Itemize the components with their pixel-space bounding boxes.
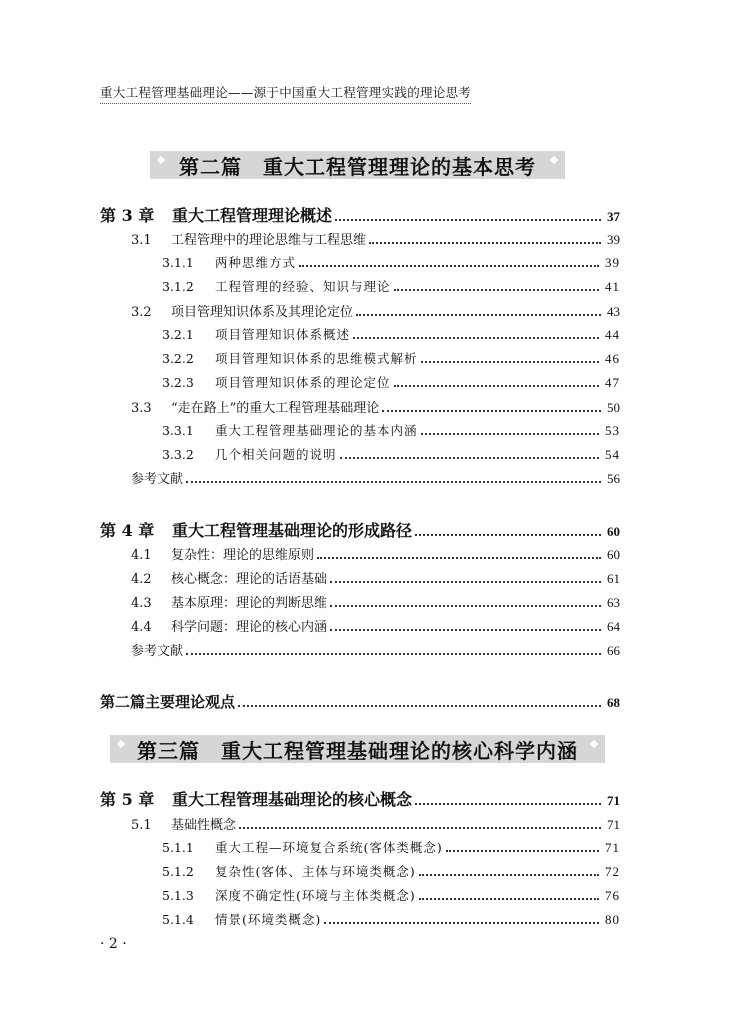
entry-page: 76 <box>605 888 620 903</box>
entry-page: 68 <box>607 695 620 710</box>
entry-page: 53 <box>605 423 620 438</box>
diamond-icon <box>550 156 558 164</box>
entry-page: 50 <box>607 400 620 415</box>
dot-leader <box>186 481 601 483</box>
toc-entry[interactable] <box>131 397 620 416</box>
toc-entry[interactable] <box>100 518 620 541</box>
entry-page: 61 <box>607 571 620 586</box>
dot-leader <box>369 242 601 244</box>
entry-number: 3.1 <box>131 233 152 248</box>
entry-number: 5.1 <box>131 818 152 833</box>
toc-entry[interactable] <box>162 862 620 880</box>
entry-number: 3.3 <box>131 401 152 416</box>
entry-title: 参考文献 <box>131 472 184 487</box>
entry-page: 66 <box>607 643 620 658</box>
toc-entry[interactable] <box>162 349 620 367</box>
dot-leader <box>330 605 601 607</box>
entry-page: 60 <box>607 547 620 562</box>
entry-page: 54 <box>605 447 620 462</box>
toc-entry[interactable] <box>162 277 620 295</box>
entry-title: 重大工程—环境复合系统(客体类概念) <box>215 840 443 855</box>
page-number: · 2 · <box>100 936 127 952</box>
dot-leader <box>340 457 599 459</box>
entry-number: 第 4 章 <box>100 521 155 540</box>
toc-entry[interactable] <box>131 468 620 487</box>
dot-leader <box>419 898 599 900</box>
toc-entry[interactable] <box>162 886 620 904</box>
entry-number: 5.1.4 <box>162 912 194 927</box>
entry-title: 项目管理知识体系的理论定位 <box>215 375 391 390</box>
dot-leader <box>186 653 601 655</box>
toc-entry[interactable] <box>131 814 620 833</box>
entry-title: 工程管理的经验、知识与理论 <box>215 279 391 294</box>
dot-leader <box>394 289 599 291</box>
diamond-icon <box>590 740 598 748</box>
dot-leader <box>382 410 601 412</box>
entry-page: 64 <box>607 619 620 634</box>
toc-entry[interactable] <box>131 301 620 320</box>
entry-number: 3.2.1 <box>162 327 194 342</box>
entry-title: 重大工程管理基础理论的核心概念 <box>172 790 413 809</box>
entry-page: 39 <box>605 255 620 270</box>
entry-page: 60 <box>607 524 620 539</box>
entry-title: 项目管理知识体系的思维模式解析 <box>215 351 418 366</box>
entry-page: 71 <box>607 793 620 808</box>
entry-page: 71 <box>607 817 620 832</box>
entry-number: 3.2.3 <box>162 375 194 390</box>
entry-number: 第 5 章 <box>100 790 155 809</box>
entry-title: 几个相关问题的说明 <box>215 447 337 462</box>
entry-title: 复杂性：理论的思维原则 <box>171 548 315 563</box>
dot-leader <box>419 874 599 876</box>
part-banner-3 <box>110 735 605 763</box>
dot-leader <box>415 534 601 536</box>
part-title: 第二篇 重大工程管理理论的基本思考 <box>179 154 536 179</box>
entry-number: 3.2.2 <box>162 351 194 366</box>
toc-entry[interactable] <box>162 421 620 439</box>
diamond-icon <box>117 740 125 748</box>
toc-entry[interactable] <box>100 691 620 712</box>
entry-number: 第 3 章 <box>100 206 155 225</box>
entry-page: 56 <box>607 471 620 486</box>
entry-page: 71 <box>605 840 620 855</box>
dot-leader <box>394 385 599 387</box>
toc-entry[interactable] <box>162 910 620 928</box>
entry-number: 5.1.1 <box>162 840 194 855</box>
part-title: 第三篇 重大工程管理基础理论的核心科学内涵 <box>137 738 578 763</box>
entry-page: 63 <box>607 595 620 610</box>
entry-title: 两种思维方式 <box>215 255 297 270</box>
entry-page: 72 <box>605 864 620 879</box>
dot-leader <box>446 850 599 852</box>
entry-number: 4.1 <box>131 548 152 563</box>
entry-number: 4.3 <box>131 596 152 611</box>
entry-page: 41 <box>605 279 620 294</box>
entry-number: 3.1.1 <box>162 255 194 270</box>
entry-title: 第二篇主要理论观点 <box>100 693 236 711</box>
dot-leader <box>238 705 601 707</box>
dot-leader <box>421 361 599 363</box>
entry-title: 项目管理知识体系及其理论定位 <box>171 305 354 320</box>
entry-page: 39 <box>607 232 620 247</box>
entry-page: 80 <box>605 912 620 927</box>
entry-number: 4.2 <box>131 572 152 587</box>
entry-page: 37 <box>607 209 620 224</box>
running-head: 重大工程管理基础理论——源于中国重大工程管理实践的理论思考 <box>100 83 471 104</box>
entry-title: 情景(环境类概念) <box>215 912 322 927</box>
dot-leader <box>330 629 601 631</box>
entry-number: 3.1.2 <box>162 279 194 294</box>
entry-number: 4.4 <box>131 620 152 635</box>
entry-page: 43 <box>607 304 620 319</box>
entry-title: 核心概念：理论的话语基础 <box>171 572 328 587</box>
entry-title: 重大工程管理基础理论的基本内涵 <box>215 423 418 438</box>
dot-leader <box>324 922 599 924</box>
entry-title: 复杂性(客体、主体与环境类概念) <box>215 864 416 879</box>
toc-entry[interactable] <box>131 229 620 248</box>
entry-title: 工程管理中的理论思维与工程思维 <box>171 233 367 248</box>
toc-entry[interactable] <box>162 445 620 463</box>
toc-entry[interactable] <box>131 616 620 635</box>
dot-leader <box>356 314 601 316</box>
entry-title: 项目管理知识体系概述 <box>215 327 351 342</box>
dot-leader <box>317 557 601 559</box>
entry-title: 深度不确定性(环境与主体类概念) <box>215 888 416 903</box>
entry-title: 重大工程管理理论概述 <box>172 206 333 225</box>
entry-number: 3.3.1 <box>162 423 194 438</box>
toc-entry[interactable] <box>162 838 620 856</box>
entry-title: “走在路上”的重大工程管理基础理论 <box>171 401 380 416</box>
entry-number: 5.1.2 <box>162 864 194 879</box>
entry-title: 参考文献 <box>131 644 184 659</box>
dot-leader <box>299 265 599 267</box>
toc-entry[interactable] <box>131 568 620 587</box>
entry-number: 3.3.2 <box>162 447 194 462</box>
toc-entry[interactable] <box>131 592 620 611</box>
part-banner-2 <box>150 151 565 179</box>
toc-entry[interactable] <box>162 325 620 343</box>
toc-entry[interactable] <box>131 544 620 563</box>
toc-entry[interactable] <box>100 203 620 226</box>
dot-leader <box>330 581 601 583</box>
toc-entry[interactable] <box>162 373 620 391</box>
diamond-icon <box>157 156 165 164</box>
dot-leader <box>353 337 599 339</box>
entry-title: 科学问题：理论的核心内涵 <box>171 620 328 635</box>
entry-number: 5.1.3 <box>162 888 194 903</box>
dot-leader <box>421 433 599 435</box>
entry-title: 基本原理：理论的判断思维 <box>171 596 328 611</box>
toc-entry[interactable] <box>100 787 620 810</box>
toc-entry[interactable] <box>131 640 620 659</box>
entry-title: 重大工程管理基础理论的形成路径 <box>172 521 413 540</box>
toc-entry[interactable] <box>162 253 620 271</box>
entry-page: 44 <box>605 327 620 342</box>
entry-title: 基础性概念 <box>171 818 237 833</box>
entry-number: 3.2 <box>131 305 152 320</box>
entry-page: 46 <box>605 351 620 366</box>
dot-leader <box>335 219 601 221</box>
entry-page: 47 <box>605 375 620 390</box>
dot-leader <box>415 803 601 805</box>
dot-leader <box>239 827 601 829</box>
